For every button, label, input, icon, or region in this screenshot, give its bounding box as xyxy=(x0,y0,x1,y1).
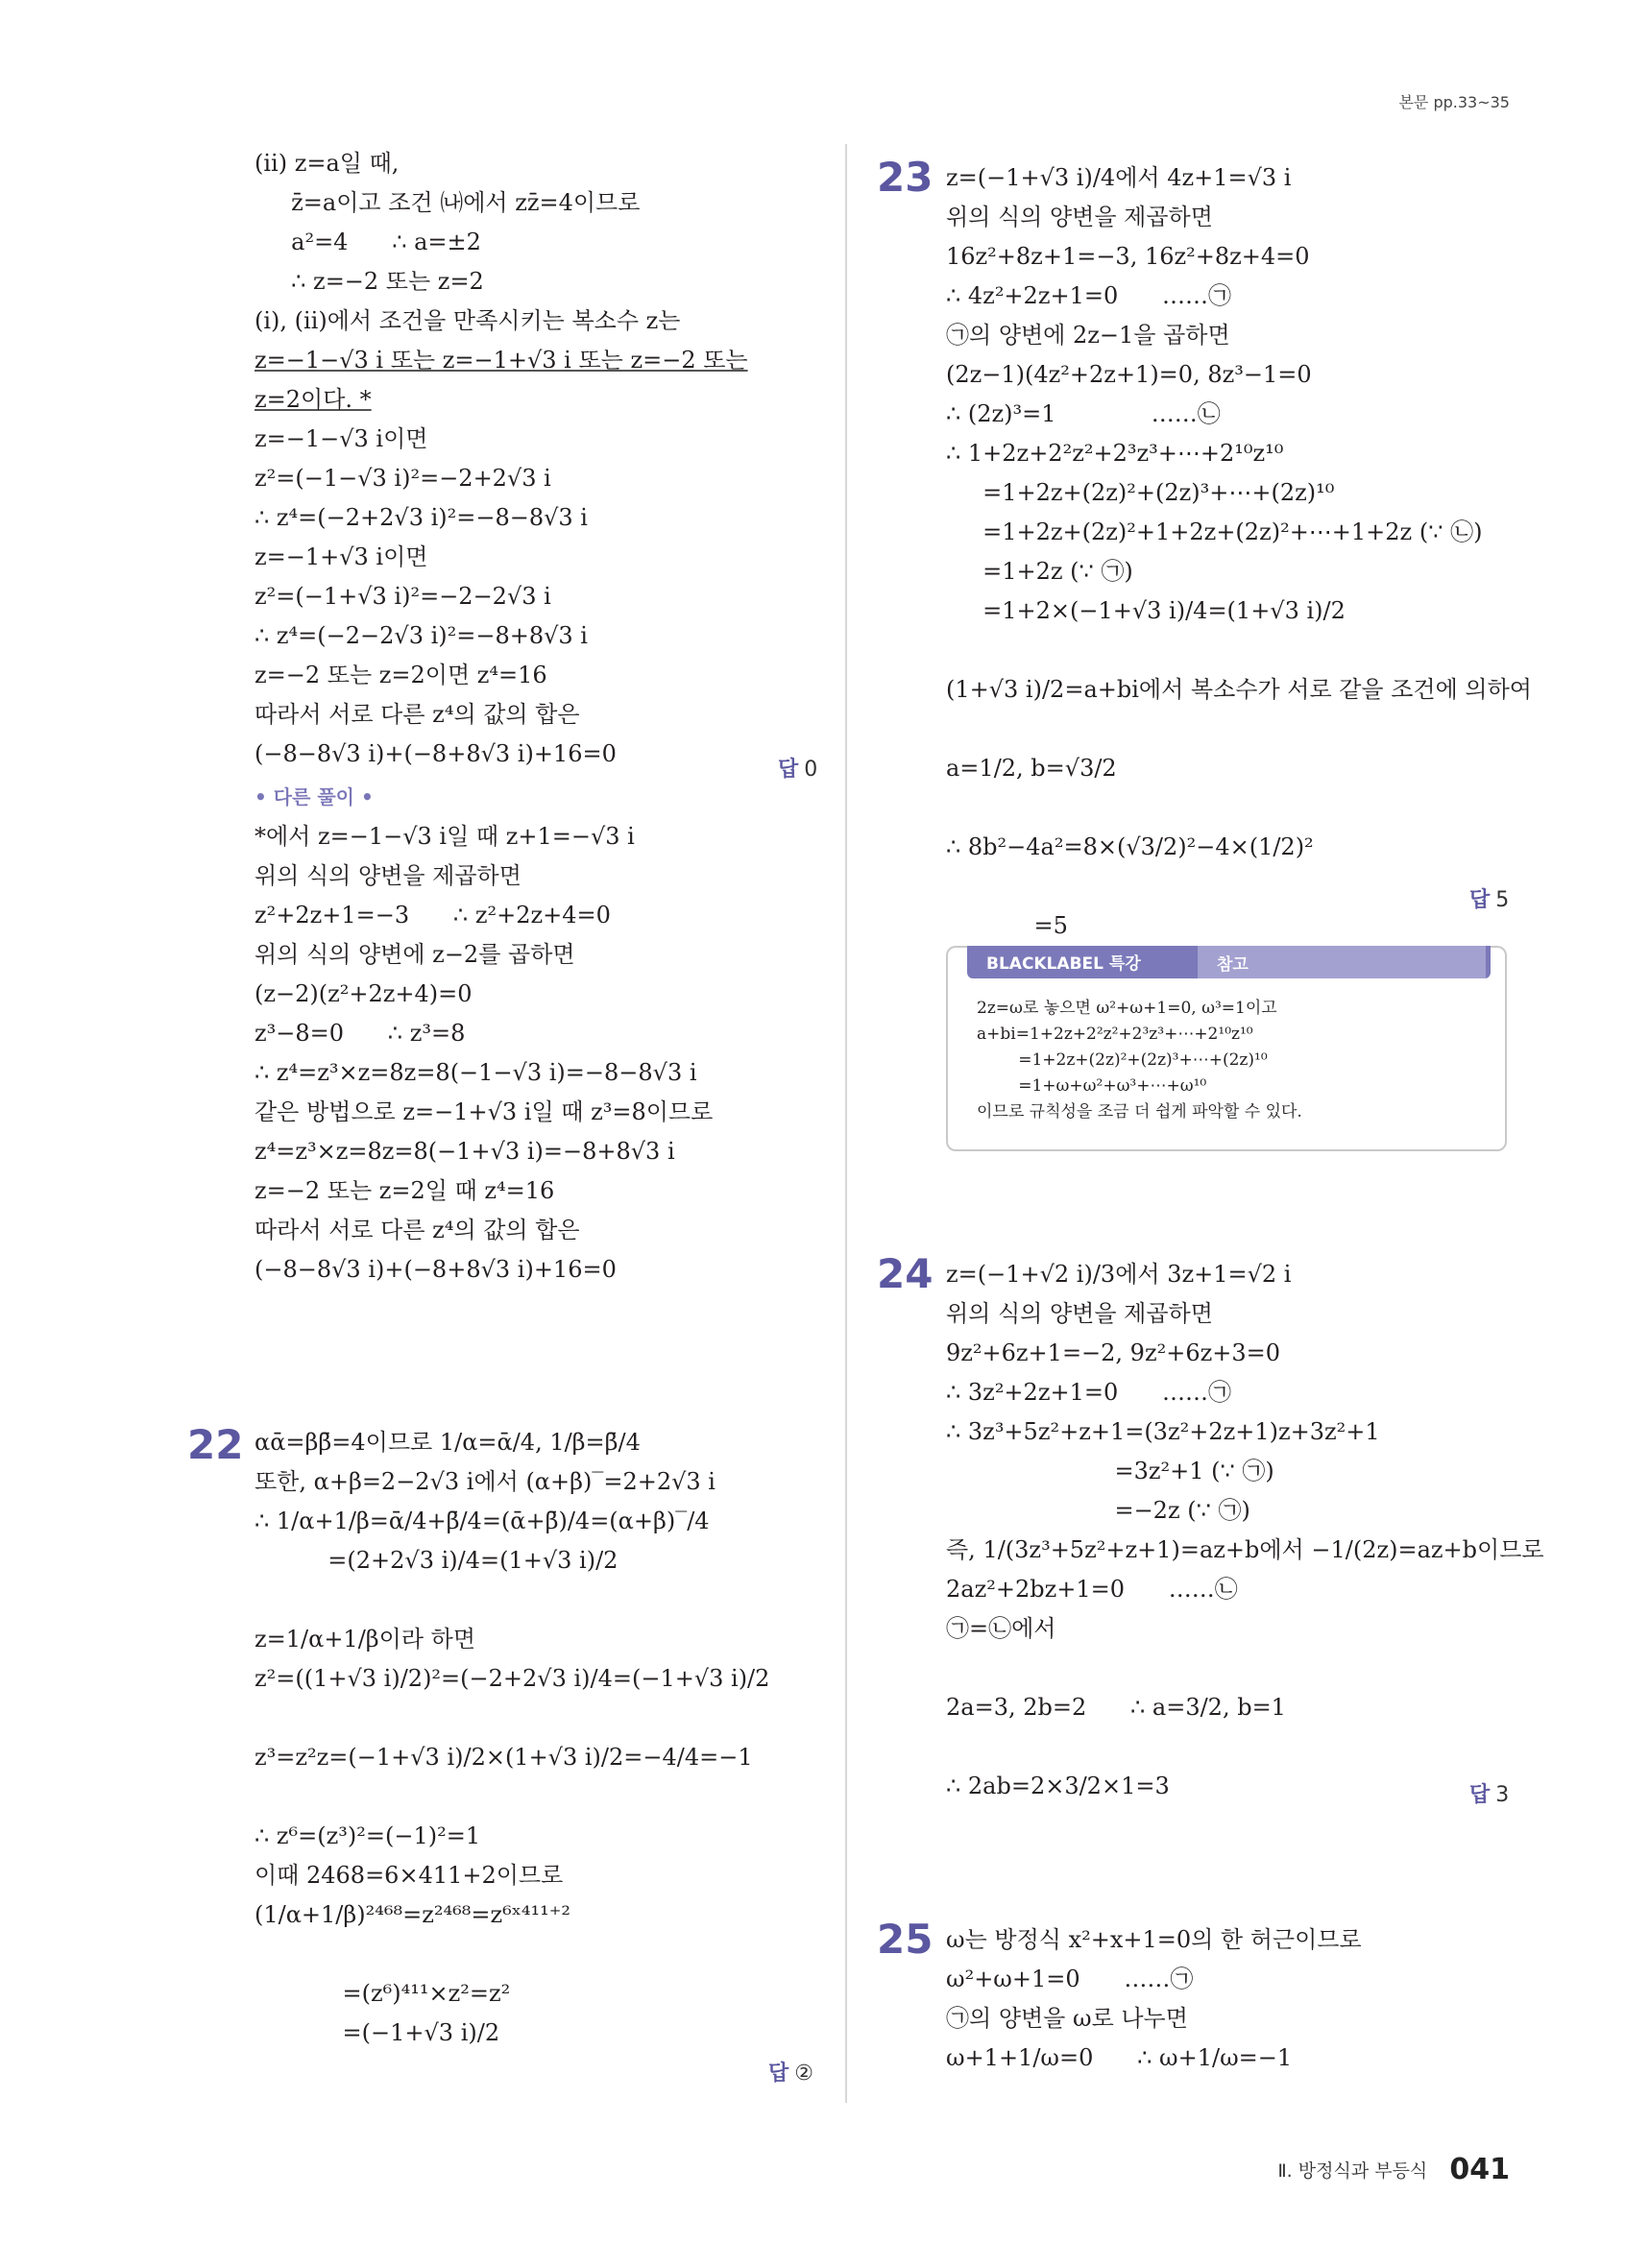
text-line: a=1/2, b=√3/2 xyxy=(946,755,1117,782)
text-line: ∴ 4z²+2z+1=0 ……㉠ xyxy=(946,282,1231,309)
answer-value: 0 xyxy=(804,758,818,782)
text-line: z²=(−1−√3 i)²=−2+2√3 i xyxy=(255,465,551,492)
text-line: ∴ z=−2 또는 z=2 xyxy=(255,268,484,295)
text-line: a+bi=1+2z+2²z²+2³z³+⋯+2¹⁰z¹⁰ xyxy=(977,1025,1253,1044)
text-line: ∴ (2z)³=1 ……㉡ xyxy=(946,400,1221,427)
text-line: z=2이다. * xyxy=(255,386,372,413)
solution-24 xyxy=(946,1255,1544,1806)
text-line: 같은 방법으로 z=−1+√3 i일 때 z³=8이므로 xyxy=(255,1098,714,1125)
solution-22 xyxy=(255,1423,831,2053)
text-line: z=−1−√3 i이면 xyxy=(255,425,428,452)
text-line xyxy=(255,1777,831,1817)
text-line: z=1/α+1/β이라 하면 xyxy=(255,1626,476,1653)
blacklabel-note-box xyxy=(946,946,1507,1151)
text-line: (2z−1)(4z²+2z+1)=0, 8z³−1=0 xyxy=(946,361,1312,388)
answer-23 xyxy=(1469,883,1509,913)
text-line: ∴ 1/α+1/β=ᾱ/4+β̄/4=(ᾱ+β̄)/4=(α+β)‾/4 xyxy=(255,1508,710,1534)
text-line xyxy=(946,631,1522,670)
note-tab xyxy=(967,946,1491,978)
text-line: ω²+ω+1=0 ……㉠ xyxy=(946,1966,1194,1992)
text-line: (−8−8√3 i)+(−8+8√3 i)+16=0 xyxy=(255,740,617,767)
text-line: z⁴=z³×z=8z=8(−1+√3 i)=−8+8√3 i xyxy=(255,1138,675,1165)
text-line: =1+2×(−1+√3 i)/4=(1+√3 i)/2 xyxy=(946,597,1346,624)
solution-lines xyxy=(946,1920,1522,2078)
text-line: ∴ 3z³+5z²+z+1=(3z²+2z+1)z+3z²+1 xyxy=(946,1418,1380,1445)
alternative-solution-title: • 다른 풀이 • xyxy=(255,785,374,808)
text-line: ω+1+1/ω=0 ∴ ω+1/ω=−1 xyxy=(946,2044,1293,2071)
solution-lines xyxy=(255,1423,831,2053)
text-line: 위의 식의 양변을 제곱하면 xyxy=(946,204,1213,230)
text-line: 위의 식의 양변을 제곱하면 xyxy=(255,862,521,889)
text-line: z=−1+√3 i이면 xyxy=(255,543,428,570)
answer-24 xyxy=(1469,1778,1509,1808)
text-line: =1+ω+ω²+ω³+⋯+ω¹⁰ xyxy=(977,1076,1207,1096)
text-line: 2az²+2bz+1=0 ……㉡ xyxy=(946,1576,1238,1603)
text-line: =1+2z (∵ ㉠) xyxy=(946,558,1133,585)
text-line: αᾱ=ββ̄=4이므로 1/α=ᾱ/4, 1/β=β̄/4 xyxy=(255,1429,641,1456)
text-line: 9z²+6z+1=−2, 9z²+6z+3=0 xyxy=(946,1339,1280,1366)
solution-25 xyxy=(946,1920,1522,2078)
solution-21-continued xyxy=(255,144,821,1290)
text-line: ㉠=㉡에서 xyxy=(946,1615,1056,1642)
text-line: z²+2z+1=−3 ∴ z²+2z+4=0 xyxy=(255,902,611,929)
text-line: 2z=ω로 놓으면 ω²+ω+1=0, ω³=1이고 xyxy=(977,999,1277,1018)
text-line: 이므로 규칙성을 조금 더 쉽게 파악할 수 있다. xyxy=(977,1102,1302,1122)
text-line: z=−2 또는 z=2이면 z⁴=16 xyxy=(255,662,547,688)
solution-23 xyxy=(946,158,1532,946)
text-line: 위의 식의 양변을 제곱하면 xyxy=(946,1300,1213,1327)
note-tab-label: BLACKLABEL 특강 xyxy=(986,954,1141,974)
answer-label: 답 xyxy=(768,2062,789,2086)
text-line: ∴ 3z²+2z+1=0 ……㉠ xyxy=(946,1379,1231,1406)
text-line: 또한, α+β=2−2√3 i에서 (α+β)‾=2+2√3 i xyxy=(255,1468,715,1495)
text-line xyxy=(255,1935,831,1974)
note-tab-secondary xyxy=(1198,946,1486,978)
text-line: =1+2z+(2z)²+1+2z+(2z)²+⋯+1+2z (∵ ㉡) xyxy=(946,519,1483,545)
text-line: 16z²+8z+1=−3, 16z²+8z+4=0 xyxy=(946,243,1310,270)
text-line: 위의 식의 양변에 z−2를 곱하면 xyxy=(255,941,575,968)
text-line xyxy=(255,1580,831,1620)
text-line: =1+2z+(2z)²+(2z)³+⋯+(2z)¹⁰ xyxy=(977,1050,1268,1070)
page-reference: 본문 pp.33~35 xyxy=(1398,93,1510,111)
text-line: =5 xyxy=(946,912,1068,939)
text-line: 따라서 서로 다른 z⁴의 값의 합은 xyxy=(255,701,580,728)
page-footer xyxy=(1277,2153,1510,2186)
text-line: =(z⁶)⁴¹¹×z²=z² xyxy=(255,1980,511,2007)
text-line: 2a=3, 2b=2 ∴ a=3/2, b=1 xyxy=(946,1694,1286,1721)
text-line: z³−8=0 ∴ z³=8 xyxy=(255,1020,466,1047)
problem-number-24: 24 xyxy=(877,1250,934,1297)
text-line: (z−2)(z²+2z+4)=0 xyxy=(255,980,473,1007)
text-line: z̄=a이고 조건 ㈏에서 zz̄=4이므로 xyxy=(255,189,641,216)
text-line: ∴ 2ab=2×3/2×1=3 xyxy=(946,1773,1170,1799)
text-line: =−2z (∵ ㉠) xyxy=(946,1497,1250,1524)
text-line: ω는 방정식 x²+x+1=0의 한 허근이므로 xyxy=(946,1926,1362,1953)
text-line: ∴ z⁶=(z³)²=(−1)²=1 xyxy=(255,1822,481,1849)
answer-value: 3 xyxy=(1495,1783,1510,1807)
text-line: =(−1+√3 i)/2 xyxy=(255,2019,500,2046)
solution-lines xyxy=(946,1255,1544,1806)
text-line: (1+√3 i)/2=a+bi에서 복소수가 서로 같을 조건에 의하여 xyxy=(946,676,1532,703)
answer-22 xyxy=(768,2057,813,2087)
text-line: ∴ z⁴=z³×z=8z=8(−1−√3 i)=−8−8√3 i xyxy=(255,1059,697,1086)
solution-lines xyxy=(946,158,1532,946)
text-line: =(2+2√3 i)/4=(1+√3 i)/2 xyxy=(255,1547,618,1574)
page-number: 041 xyxy=(1449,2153,1510,2186)
text-line: z=(−1+√2 i)/3에서 3z+1=√2 i xyxy=(946,1261,1292,1288)
text-line: z³=z²z=(−1+√3 i)/2×(1+√3 i)/2=−4/4=−1 xyxy=(255,1744,753,1771)
text-line xyxy=(946,788,1522,828)
problem-number-22: 22 xyxy=(187,1421,244,1468)
text-line xyxy=(946,1727,1522,1767)
answer-21 xyxy=(778,753,817,783)
text-line xyxy=(255,1699,831,1738)
text-line: z²=((1+√3 i)/2)²=(−2+2√3 i)/4=(−1+√3 i)/2 xyxy=(255,1665,770,1692)
answer-label: 답 xyxy=(1469,1783,1491,1807)
text-line xyxy=(946,1649,1522,1688)
answer-label: 답 xyxy=(778,758,799,782)
answer-label: 답 xyxy=(1469,888,1491,912)
text-line: a²=4 ∴ a=±2 xyxy=(255,229,481,255)
text-line xyxy=(946,710,1522,749)
answer-value: ② xyxy=(794,2062,813,2086)
text-line: 따라서 서로 다른 z⁴의 값의 합은 xyxy=(255,1217,580,1243)
text-line: *에서 z=−1−√3 i일 때 z+1=−√3 i xyxy=(255,823,635,850)
answer-value: 5 xyxy=(1495,888,1510,912)
text-line: z=−1−√3 i 또는 z=−1+√3 i 또는 z=−2 또는 xyxy=(255,347,748,374)
problem-number-23: 23 xyxy=(877,154,934,201)
text-line: =1+2z+(2z)²+(2z)³+⋯+(2z)¹⁰ xyxy=(946,479,1335,506)
text-line: 이때 2468=6×411+2이므로 xyxy=(255,1862,564,1889)
text-line: ㉠의 양변을 ω로 나누면 xyxy=(946,2005,1188,2032)
text-line: =3z²+1 (∵ ㉠) xyxy=(946,1458,1274,1484)
text-line: (ⅰ), (ⅱ)에서 조건을 만족시키는 복소수 z는 xyxy=(255,307,681,334)
text-line: z=−2 또는 z=2일 때 z⁴=16 xyxy=(255,1177,555,1204)
text-line: (ⅱ) z=a일 때, xyxy=(255,150,400,177)
text-line: ∴ z⁴=(−2−2√3 i)²=−8+8√3 i xyxy=(255,622,588,649)
text-line: ∴ 1+2z+2²z²+2³z³+⋯+2¹⁰z¹⁰ xyxy=(946,440,1284,467)
note-body xyxy=(977,996,1302,1125)
text-line: ∴ z⁴=(−2+2√3 i)²=−8−8√3 i xyxy=(255,504,588,531)
text-line: 즉, 1/(3z³+5z²+z+1)=az+b에서 −1/(2z)=az+b이므로 xyxy=(946,1536,1544,1563)
text-line: z=(−1+√3 i)/4에서 4z+1=√3 i xyxy=(946,164,1292,191)
text-line: (1/α+1/β)²⁴⁶⁸=z²⁴⁶⁸=z⁶ˣ⁴¹¹⁺² xyxy=(255,1901,571,1928)
text-line: (−8−8√3 i)+(−8+8√3 i)+16=0 xyxy=(255,1256,617,1283)
text-line xyxy=(946,867,1522,906)
note-tab-note: 참고 xyxy=(1217,955,1249,975)
text-line: ㉠의 양변에 2z−1을 곱하면 xyxy=(946,322,1230,349)
column-divider xyxy=(845,144,847,2103)
text-line: z²=(−1+√3 i)²=−2−2√3 i xyxy=(255,583,551,610)
alternative-solution-lines xyxy=(255,817,821,1290)
chapter-title: Ⅱ. 방정식과 부등식 xyxy=(1277,2160,1428,2182)
problem-number-25: 25 xyxy=(877,1916,934,1963)
text-line: ∴ 8b²−4a²=8×(√3/2)²−4×(1/2)² xyxy=(946,833,1314,860)
solution-lines xyxy=(255,144,821,774)
